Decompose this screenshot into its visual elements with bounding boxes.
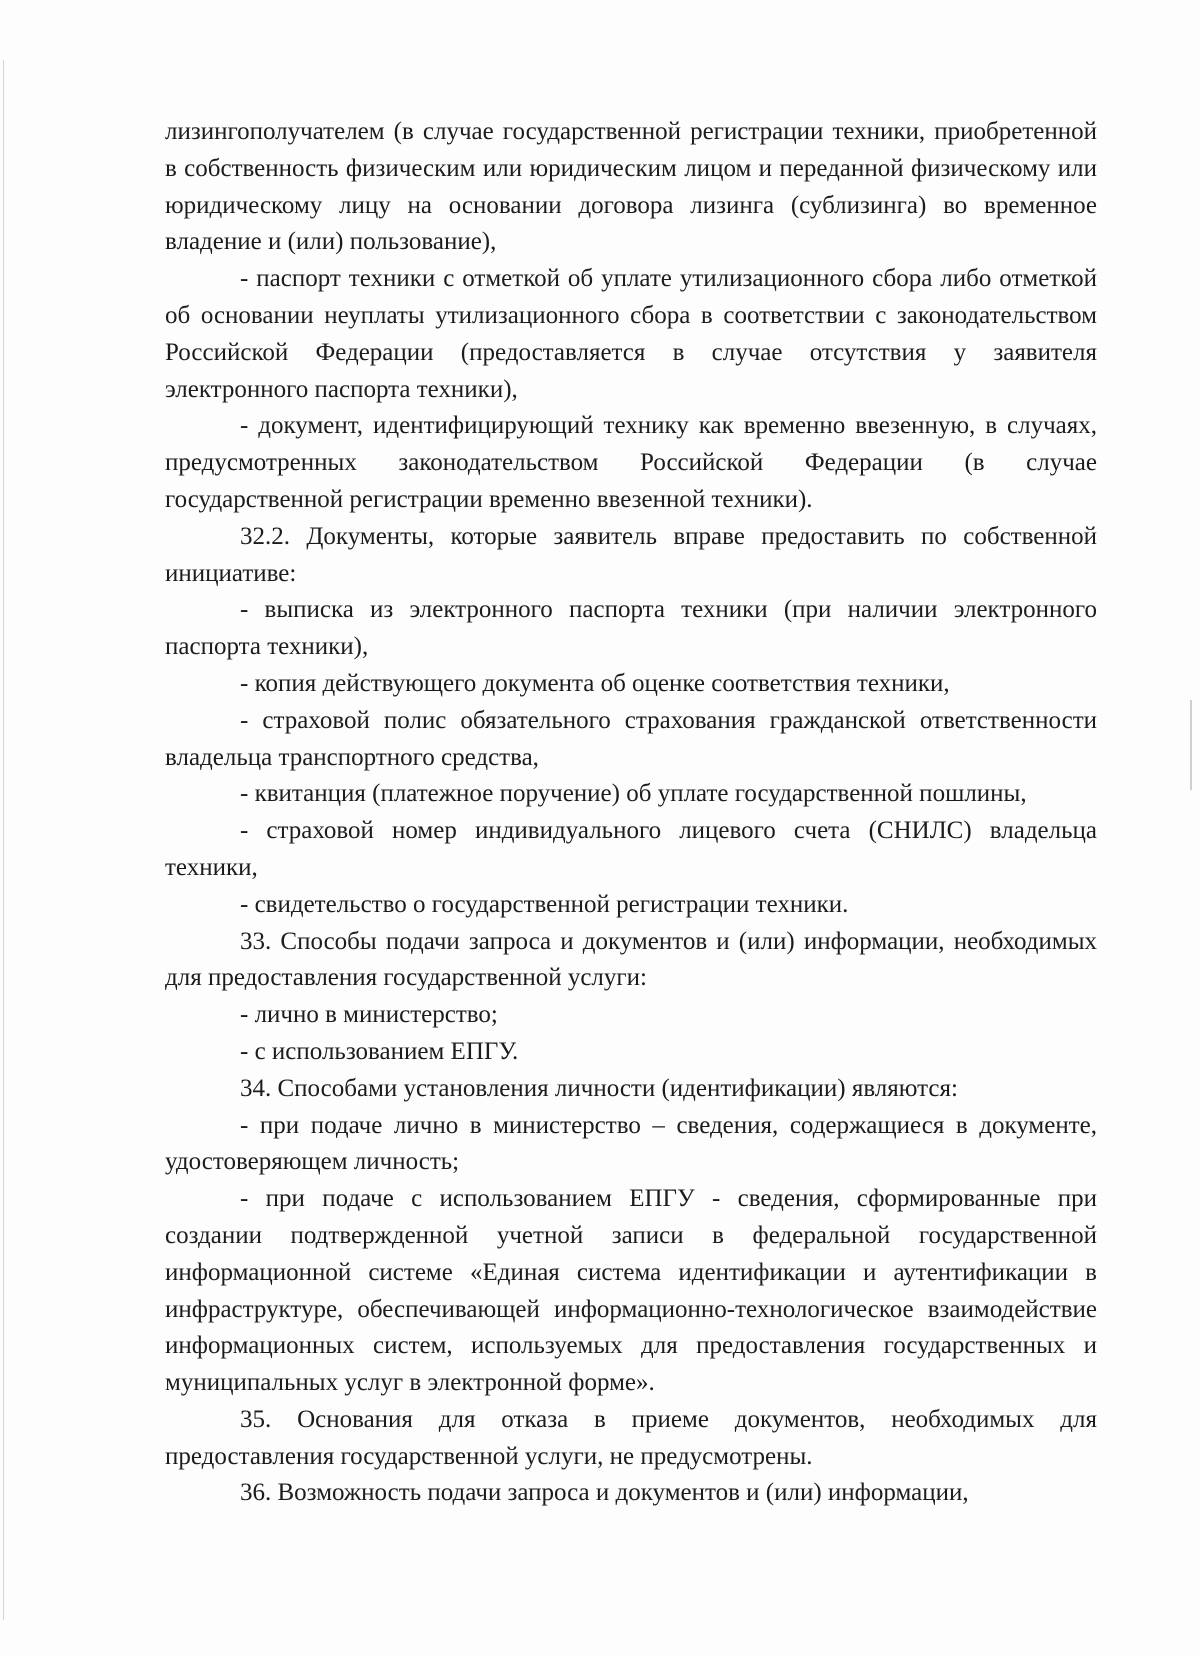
paragraph-extract-item: - выписка из электронного паспорта техники (при наличии электронного паспорта техники), [165,596,1097,661]
paragraph-34: 34. Способами установления личности (идентификации) являются: [240,1074,958,1102]
paragraph-33: 33. Способы подачи запроса и документов и (или) информации, необходимых для предоставления государственной услуги: [165,927,1097,992]
paragraph-in-person-item: - лично в министерство; [240,1001,498,1029]
paragraph-snils-item: - страховой номер индивидуального лицевого счета (СНИЛС) владельца техники, [165,817,1097,881]
paragraph-temporary-import-item: - документ, идентифицирующий технику как временно ввезенную, в случаях, предусмотренных законодательством Российской Федерации (в случае государственной регистрации временно ввезенной техники). [165,412,1097,513]
paragraph-passport-item: - паспорт техники с отметкой об уплате утилизационного сбора либо отметкой об основании неуплаты утилизационного сбора в соответствии с законодательством Российской Федерации (предоставляется в случае отсутствия у заявителя электронного паспорта техники), [165,265,1097,403]
document-body [165,114,1097,1512]
paragraph-receipt-item: - квитанция (платежное поручение) об уплате государственной пошлины, [240,780,1027,808]
paragraph-35: 35. Основания для отказа в приеме документов, необходимых для предоставления государственной услуги, не предусмотрены. [165,1405,1097,1470]
paragraph-epgu-identification: - при подаче с использованием ЕПГУ - сведения, сформированные при создании подтвержденной учетной записи в федеральной государственной информационной системе «Единая система идентификации и аутентификации в инфраструктуре, обеспечивающей информационно-технологическое взаимодействие информационных систем, используемых для предоставления государственных и муниципальных услуг в электронной форме». [165,1185,1097,1397]
paragraph-insurance-item: - страховой полис обязательного страхования гражданской ответственности владельца транспортного средства, [165,706,1097,771]
paragraph-36: 36. Возможность подачи запроса и документов и (или) информации, [240,1479,969,1507]
scan-edge-right [1190,700,1192,790]
paragraph-conformity-item: - копия действующего документа об оценке соответствия техники, [240,669,950,697]
scan-edge-left [3,60,4,1620]
paragraph-epgu-item: - с использованием ЕПГУ. [240,1037,519,1065]
paragraph-certificate-item: - свидетельство о государственной регистрации техники. [240,890,849,918]
paragraph-32-2: 32.2. Документы, которые заявитель вправе предоставить по собственной инициативе: [165,522,1097,587]
paragraph-continuation: лизингополучателем (в случае государственной регистрации техники, приобретенной в собственность физическим или юридическим лицом и переданной физическому или юридическому лицу на основании договора лизинга (сублизинга) во временное владение и (или) пользование), [165,118,1097,256]
paragraph-in-person-identification: - при подаче лично в министерство – сведения, содержащиеся в документе, удостоверяющем личность; [165,1111,1097,1176]
